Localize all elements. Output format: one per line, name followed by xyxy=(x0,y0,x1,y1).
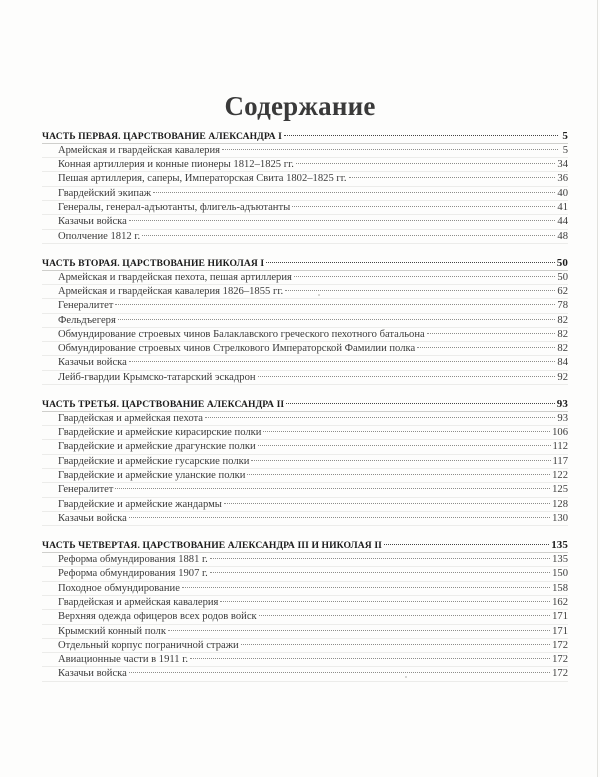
dot-leader xyxy=(153,186,555,193)
dot-leader xyxy=(210,566,550,573)
dot-leader xyxy=(129,511,550,518)
toc-entry-label: Армейская и гвардейская кавалерия xyxy=(58,144,221,156)
toc-entry-label: Гвардейский экипаж xyxy=(58,187,152,199)
toc-page-number: 5 xyxy=(562,144,568,156)
toc-entry[interactable] xyxy=(42,314,568,328)
toc-heading-label: ЧАСТЬ ТРЕТЬЯ. ЦАРСТВОВАНИЕ АЛЕКСАНДРА II xyxy=(42,399,285,411)
toc-entry-label: Гвардейские и армейские кирасирские полки xyxy=(58,427,262,439)
dot-leader xyxy=(205,411,555,418)
toc-part-4 xyxy=(42,538,568,681)
toc-entry-label: Казачьи войска xyxy=(58,512,127,524)
toc-page-number: 50 xyxy=(556,256,568,269)
dot-leader xyxy=(241,638,550,645)
toc-heading-label: ЧАСТЬ ЧЕТВЕРТАЯ. ЦАРСТВОВАНИЕ АЛЕКСАНДРА III И НИКОЛАЯ II xyxy=(42,540,382,552)
toc-entry-label: Реформа обмундирования 1881 г. xyxy=(58,554,208,566)
dot-leader xyxy=(115,482,550,489)
dot-leader xyxy=(284,129,558,136)
toc-entry-label: Гвардейские и армейские жандармы xyxy=(58,498,222,510)
dot-leader xyxy=(266,256,555,263)
toc-page-number: 41 xyxy=(557,201,568,213)
dot-leader xyxy=(258,370,556,377)
toc-heading-label: ЧАСТЬ ПЕРВАЯ. ЦАРСТВОВАНИЕ АЛЕКСАНДРА I xyxy=(42,131,282,142)
toc-entry-label: Генералы, генерал-адъютанты, флигель-адъютанты xyxy=(58,201,291,213)
table-of-contents xyxy=(42,129,568,694)
toc-entry[interactable] xyxy=(42,328,568,342)
toc-entry[interactable] xyxy=(42,187,568,201)
toc-entry-label: Обмундирование строевых чинов Балаклавского греческого пехотного батальона xyxy=(58,328,425,340)
dot-leader xyxy=(294,270,556,277)
toc-entry-label: Казачьи войска xyxy=(58,216,127,228)
dot-leader xyxy=(222,143,558,150)
toc-entry-label: Лейб-гвардии Крымско-татарский эскадрон xyxy=(58,371,256,383)
toc-page-number: 158 xyxy=(552,582,568,594)
toc-entry-label: Гвардейские и армейские гусарские полки xyxy=(58,455,250,467)
toc-entry[interactable] xyxy=(42,230,568,244)
toc-page-number: 128 xyxy=(552,498,568,510)
toc-page-number: 93 xyxy=(557,412,568,424)
toc-entry[interactable] xyxy=(42,625,568,639)
toc-page-number: 82 xyxy=(557,314,568,326)
dot-leader xyxy=(115,298,555,305)
toc-page-number: 82 xyxy=(557,343,568,355)
toc-entry-label: Гвардейские и армейские уланские полки xyxy=(58,470,246,482)
toc-entry[interactable] xyxy=(42,498,568,512)
toc-page-number: 44 xyxy=(557,216,568,228)
toc-entry[interactable] xyxy=(42,653,568,667)
dot-leader xyxy=(224,497,550,504)
toc-entry-label: Походное обмундирование xyxy=(58,582,180,594)
toc-entry[interactable] xyxy=(42,371,568,385)
page-title: Содержание xyxy=(224,91,376,121)
toc-page-number: 125 xyxy=(552,484,568,496)
toc-entry[interactable] xyxy=(42,215,568,229)
toc-entry-label: Казачьи войска xyxy=(58,357,127,369)
dot-leader xyxy=(190,652,550,659)
toc-page-number: 172 xyxy=(552,654,568,666)
toc-entry[interactable] xyxy=(42,271,568,285)
toc-page-number: 93 xyxy=(556,398,568,411)
dot-leader xyxy=(258,439,551,446)
toc-page-number: 5 xyxy=(562,130,568,142)
toc-page-number: 36 xyxy=(557,173,568,185)
toc-entry[interactable] xyxy=(42,299,568,313)
toc-page-number: 171 xyxy=(552,611,568,623)
toc-entry[interactable] xyxy=(42,412,568,426)
toc-heading-label: ЧАСТЬ ВТОРАЯ. ЦАРСТВОВАНИЕ НИКОЛАЯ I xyxy=(42,257,265,269)
dot-leader xyxy=(129,666,550,673)
dot-leader xyxy=(251,454,550,461)
dot-leader xyxy=(247,468,550,475)
toc-entry-label: Армейская и гвардейская пехота, пешая артиллерия xyxy=(58,271,292,283)
toc-entry[interactable] xyxy=(42,567,568,581)
toc-page-number: 50 xyxy=(557,271,568,283)
toc-entry-label: Гвардейская и армейская кавалерия xyxy=(58,596,219,608)
toc-part-1 xyxy=(42,129,568,244)
dot-leader xyxy=(142,229,555,236)
toc-entry-label: Казачьи войска xyxy=(58,668,127,680)
toc-part-3 xyxy=(42,397,568,526)
dot-leader xyxy=(182,581,550,588)
dot-leader xyxy=(259,609,550,616)
toc-entry-label: Гвардейская и армейская пехота xyxy=(58,412,204,424)
toc-entry-label: Генералитет xyxy=(58,484,114,496)
toc-entry[interactable] xyxy=(42,158,568,172)
toc-entry[interactable] xyxy=(42,455,568,469)
toc-entry-label: Генералитет xyxy=(58,300,114,312)
dot-leader xyxy=(168,624,550,631)
toc-entry-label: Отдельный корпус пограничной стражи xyxy=(58,639,239,651)
toc-entry-label: Гвардейские и армейские драгунские полки xyxy=(58,441,256,453)
toc-page-number: 162 xyxy=(552,596,568,608)
toc-entry[interactable] xyxy=(42,582,568,596)
toc-part-heading[interactable] xyxy=(42,129,568,144)
toc-entry-label: Обмундирование строевых чинов Стрелкового Императорской Фамилии полка xyxy=(58,343,416,355)
toc-entry-label: Фельдъегеря xyxy=(58,314,116,326)
dot-leader xyxy=(220,595,550,602)
toc-page-number: 112 xyxy=(552,441,568,453)
toc-page-number: 34 xyxy=(557,159,568,171)
toc-page-number: 171 xyxy=(552,625,568,637)
toc-entry[interactable] xyxy=(42,639,568,653)
toc-entry[interactable] xyxy=(42,356,568,370)
dot-leader xyxy=(129,355,556,362)
toc-entry[interactable] xyxy=(42,440,568,454)
toc-page-number: 172 xyxy=(552,668,568,680)
toc-entry-label: Авиационные части в 1911 г. xyxy=(58,654,189,666)
toc-entry-label: Реформа обмундирования 1907 г. xyxy=(58,568,208,580)
toc-entry[interactable] xyxy=(42,469,568,483)
toc-entry[interactable] xyxy=(42,426,568,440)
dot-leader xyxy=(286,397,555,404)
toc-page-number: 135 xyxy=(552,554,568,566)
toc-entry[interactable] xyxy=(42,512,568,526)
toc-page-number: 40 xyxy=(557,187,568,199)
toc-page-number: 130 xyxy=(552,512,568,524)
dot-leader xyxy=(417,341,555,348)
toc-entry-label: Пешая артиллерия, саперы, Императорская Свита 1802–1825 гг. xyxy=(58,173,347,185)
toc-entry[interactable] xyxy=(42,201,568,215)
toc-page-number: 122 xyxy=(552,470,568,482)
toc-page-number: 62 xyxy=(557,285,568,297)
toc-entry-label: Ополчение 1812 г. xyxy=(58,230,141,242)
dot-leader xyxy=(384,538,549,545)
toc-entry[interactable] xyxy=(42,667,568,681)
toc-entry[interactable] xyxy=(42,596,568,610)
dot-leader xyxy=(427,327,556,334)
dot-leader xyxy=(349,171,556,178)
toc-page-number: 172 xyxy=(552,639,568,651)
toc-entry[interactable] xyxy=(42,285,568,299)
dot-leader xyxy=(210,552,550,559)
toc-page-number: 106 xyxy=(552,427,568,439)
toc-part-2 xyxy=(42,256,568,385)
toc-part-heading[interactable] xyxy=(42,256,568,271)
toc-entry[interactable] xyxy=(42,172,568,186)
toc-entry-label: Конная артиллерия и конные пионеры 1812–1825 гг. xyxy=(58,159,294,171)
toc-page-number: 78 xyxy=(557,300,568,312)
toc-entry[interactable] xyxy=(42,610,568,624)
toc-entry-label: Армейская и гвардейская кавалерия 1826–1855 гг. xyxy=(58,285,284,297)
dot-leader xyxy=(118,313,556,320)
toc-page-number: 82 xyxy=(557,328,568,340)
toc-entry-label: Верхняя одежда офицеров всех родов войск xyxy=(58,611,257,623)
toc-part-heading[interactable] xyxy=(42,397,568,412)
toc-entry[interactable] xyxy=(42,553,568,567)
dot-leader xyxy=(296,157,556,164)
toc-entry-label: Крымский конный полк xyxy=(58,625,166,637)
scan-speck xyxy=(318,294,320,296)
toc-page-number: 84 xyxy=(557,357,568,369)
toc-entry[interactable] xyxy=(42,144,568,158)
toc-page-number: 48 xyxy=(557,230,568,242)
dot-leader xyxy=(129,214,556,221)
dot-leader xyxy=(263,425,550,432)
toc-page-number: 117 xyxy=(552,455,568,467)
toc-entry[interactable] xyxy=(42,483,568,497)
dot-leader xyxy=(292,200,555,207)
toc-page-number: 135 xyxy=(551,539,568,552)
dot-leader xyxy=(285,284,555,291)
toc-page-number: 92 xyxy=(557,371,568,383)
scan-speck xyxy=(405,676,407,678)
toc-page-number: 150 xyxy=(552,568,568,580)
toc-part-heading[interactable] xyxy=(42,538,568,553)
toc-entry[interactable] xyxy=(42,342,568,356)
